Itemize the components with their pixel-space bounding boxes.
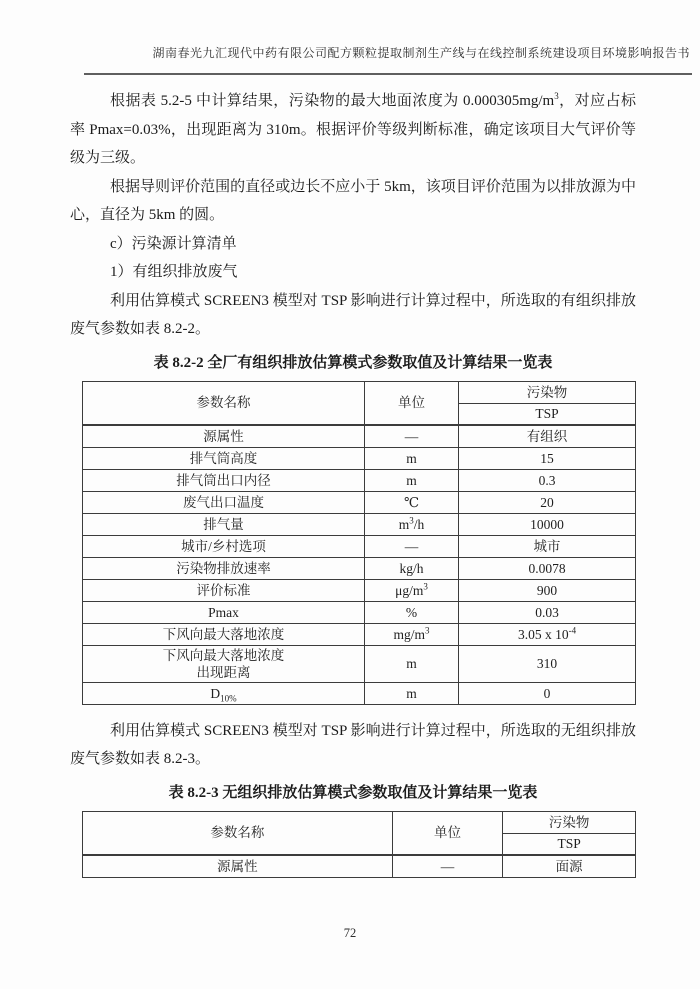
cell-param: 污染物排放速率: [83, 557, 365, 579]
cell-unit: m: [365, 645, 459, 682]
cell-value: 10000: [459, 513, 636, 535]
cell-param: $D_{10\%}$: [83, 682, 365, 704]
cell-unit: ℃: [365, 491, 459, 513]
table1-header-param: 参数名称: [83, 381, 365, 425]
table-row: [83, 535, 636, 557]
page-header: [84, 0, 692, 75]
cell-param: 城市/乡村选项: [83, 535, 365, 557]
table1-header-pollutant-tsp: TSP: [459, 403, 636, 425]
cell-value: 310: [459, 645, 636, 682]
table-row: [83, 601, 636, 623]
table-row: [83, 491, 636, 513]
cell-value: 城市: [459, 535, 636, 557]
cell-unit: —: [365, 535, 459, 557]
table-row: [83, 513, 636, 535]
page-number: 72: [343, 926, 357, 940]
cell-unit: m: [365, 682, 459, 704]
table-unorganized-emission: [82, 811, 636, 878]
list-item-c-pollution-source: c）污染源计算清单: [110, 235, 237, 252]
paragraph-assessment-scope: 根据导则评价范围的直径或边长不应小于 5km，该项目评价范围为以排放源为中心，直径为 5km 的圆。: [70, 178, 636, 223]
table-row: [83, 579, 636, 601]
table2-header-param: 参数名称: [83, 811, 393, 855]
table2-header-unit: 单位: [392, 811, 503, 855]
cell-value: 有组织: [459, 425, 636, 447]
table2-header-pollutant: 污染物: [503, 811, 636, 833]
cell-unit: m: [365, 469, 459, 491]
cell-unit: —: [365, 425, 459, 447]
cell-param: 评价标准: [83, 579, 365, 601]
cell-value: 0.3: [459, 469, 636, 491]
cell-value: 0.03: [459, 601, 636, 623]
cell-value: 15: [459, 447, 636, 469]
table1-header-pollutant: 污染物: [459, 381, 636, 403]
cell-param: 下风向最大落地浓度: [83, 623, 365, 645]
table1-header-unit: 单位: [365, 381, 459, 425]
paragraph-unorganized-model: 利用估算模式 SCREEN3 模型对 TSP 影响进行计算过程中，所选取的无组织排放废气参数如表 8.2-3。: [70, 722, 636, 767]
cell-param: 废气出口温度: [83, 491, 365, 513]
cell-param: 排气筒高度: [83, 447, 365, 469]
paragraph-max-concentration: 根据表 5.2-5 中计算结果，污染物的最大地面浓度为 $0.000305mg/m^3$，对应占标率 Pmax=0.03%，出现距离为 310m。根据评价等级判断标准，确定该项目大气评价等级为三级。: [70, 91, 636, 166]
table-header-row: [83, 381, 636, 403]
table2-title: 表 8.2-3 无组织排放估算模式参数取值及计算结果一览表: [168, 784, 538, 801]
cell-param: Pmax: [83, 601, 365, 623]
table-row: [83, 469, 636, 491]
cell-value: 900: [459, 579, 636, 601]
table-header-row: [83, 811, 636, 833]
table-row: [83, 682, 636, 704]
table-row: [83, 645, 636, 682]
cell-param: 排气量: [83, 513, 365, 535]
list-item-1-organized-waste-gas: 1）有组织排放废气: [110, 264, 238, 280]
table2-header-pollutant-tsp: TSP: [503, 833, 636, 855]
table-row: [83, 623, 636, 645]
cell-unit: %: [365, 601, 459, 623]
cell-unit: $m^3/h$: [365, 513, 459, 535]
cell-value: 0.0078: [459, 557, 636, 579]
table-row: [83, 557, 636, 579]
header-title: 湖南春光九汇现代中药有限公司配方颗粒提取制剂生产线与在线控制系统建设项目环境影响报告书: [152, 46, 690, 60]
cell-unit: kg/h: [365, 557, 459, 579]
paragraph-organized-model: 利用估算模式 SCREEN3 模型对 TSP 影响进行计算过程中，所选取的有组织排放废气参数如表 8.2-2。: [70, 292, 636, 337]
cell-value: 3.05 x $10^{-4}$: [459, 623, 636, 645]
table-organized-emission: [82, 381, 636, 705]
page-footer: [0, 926, 700, 941]
cell-unit: —: [392, 855, 503, 877]
cell-value: 面源: [503, 855, 636, 877]
cell-unit: $mg/m^3$: [365, 623, 459, 645]
cell-value: 0: [459, 682, 636, 704]
cell-value: 20: [459, 491, 636, 513]
cell-param: 下风向最大落地浓度 出现距离: [83, 645, 365, 682]
table-row: [83, 447, 636, 469]
cell-param: 源属性: [83, 425, 365, 447]
cell-unit: m: [365, 447, 459, 469]
table-row: [83, 855, 636, 877]
table-row: [83, 425, 636, 447]
table1-title: 表 8.2-2 全厂有组织排放估算模式参数取值及计算结果一览表: [153, 354, 553, 371]
cell-param: 源属性: [83, 855, 393, 877]
cell-unit: $\mu g/m^3$: [365, 579, 459, 601]
page-body: [70, 87, 636, 878]
cell-param: 排气筒出口内径: [83, 469, 365, 491]
